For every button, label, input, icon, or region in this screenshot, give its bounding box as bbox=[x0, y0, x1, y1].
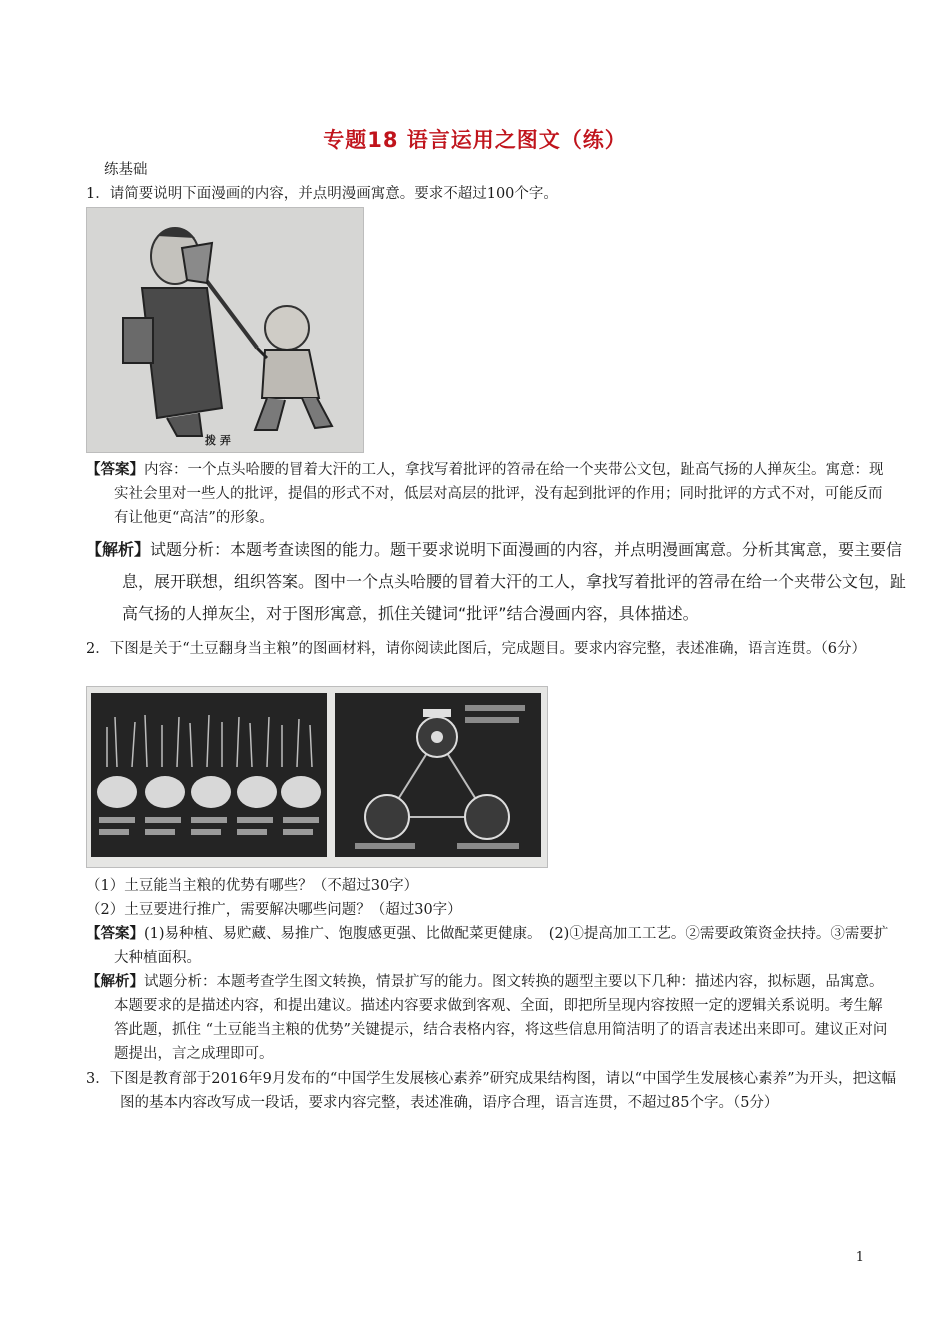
cartoon-image bbox=[86, 207, 364, 453]
analysis-2 bbox=[86, 970, 894, 1066]
analysis-text: 试题分析：本题考查学生图文转换，情景扩写的能力。图文转换的题型主要以下几种：描述内容，拟标题，品寓意。本题要求的是描述内容，和提出建议。描述内容要求做到客观、全面，即把所呈现内容按照一定的逻辑关系说明。考生解答此题，抓住 “土豆能当主粮的优势”关键提示，结合表格内容，将这些信息用简洁明了的语言表述出来即可。建议正对问题提出，言之成理即可。 bbox=[114, 974, 888, 1062]
page-number: 1 bbox=[855, 1250, 864, 1265]
infographic-illustration bbox=[87, 687, 547, 867]
answer-tag: 【答案】 bbox=[86, 925, 144, 942]
page-title: 专题18 语言运用之图文（练） bbox=[323, 128, 627, 152]
answer-text: 内容：一个点头哈腰的冒着大汗的工人，拿找写着批评的笤帚在给一个夹带公文包，趾高气扬的人掸灰尘。寓意：现实社会里对一些人的批评，提倡的形式不对，低层对高层的批评，没有起到批评的作用；同时批评的方式不对，可能反而有让他更“高洁”的形象。 bbox=[114, 462, 884, 526]
analysis-tag: 【解析】 bbox=[86, 540, 151, 559]
question-3: 3．下图是教育部于2016年9月发布的“中国学生发展核心素养”研究成果结构图，请以“中国学生发展核心素养”为开头，把这幅图的基本内容改写成一段话，要求内容完整，表述准确，语序合理，语言连贯，不超过85个字。（5分） bbox=[86, 1071, 896, 1111]
q2-sub-2: （2）土豆要进行推广，需要解决哪些问题？（超过30字） bbox=[86, 902, 462, 918]
answer-tag: 【答案】 bbox=[86, 461, 144, 478]
analysis-tag: 【解析】 bbox=[86, 973, 144, 990]
cartoon-illustration bbox=[87, 208, 363, 452]
potato-infographic bbox=[86, 686, 548, 868]
answer-1 bbox=[86, 458, 894, 530]
q2-sub-1: （1）土豆能当主粮的优势有哪些？（不超过30字） bbox=[86, 878, 419, 894]
answer-2 bbox=[86, 922, 894, 970]
analysis-1 bbox=[86, 534, 912, 630]
question-1: 1．请简要说明下面漫画的内容，并点明漫画寓意。要求不超过100个字。 bbox=[86, 186, 558, 202]
section-label: 练基础 bbox=[104, 162, 148, 178]
question-2: 2．下图是关于“土豆翻身当主粮”的图画材料，请你阅读此图后，完成题目。要求内容完整，表述准确，语言连贯。（6分） bbox=[86, 641, 867, 657]
answer-text: (1)易种植、易贮藏、易推广、饱腹感更强、比做配菜更健康。 (2)①提高加工工艺。②需要政策资金扶持。③需要扩大种植面积。 bbox=[114, 926, 889, 966]
cartoon-caption: 拨 弄 bbox=[205, 434, 231, 447]
analysis-text: 试题分析：本题考查读图的能力。题干要求说明下面漫画的内容，并点明漫画寓意。分析其寓意，要主要信息，展开联想，组织答案。图中一个点头哈腰的冒着大汗的工人，拿找写着批评的笤帚在给一个夹带公文包，趾高气扬的人掸灰尘，对于图形寓意，抓住关键词“批评”结合漫画内容，具体描述。 bbox=[122, 540, 907, 623]
